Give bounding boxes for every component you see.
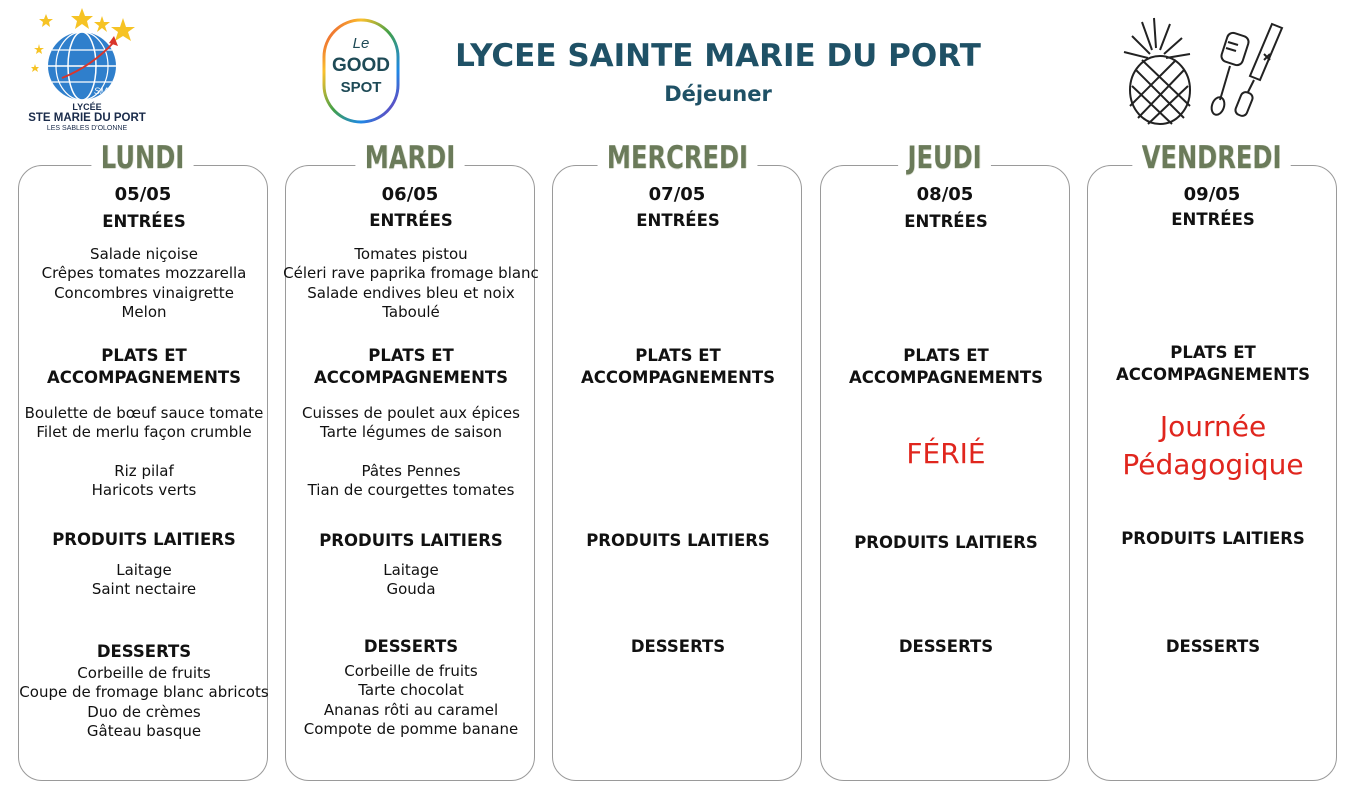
list-item: Filet de merlu façon crumble xyxy=(36,423,252,442)
day-date: 06/05 xyxy=(381,184,439,205)
plats-list xyxy=(266,404,556,443)
list-item: Melon xyxy=(121,303,167,322)
good-spot-spot: SPOT xyxy=(340,79,382,96)
plats-heading-line1: PLATS ET xyxy=(1170,343,1256,362)
desserts-heading: DESSERTS xyxy=(1165,637,1261,656)
pedagogic-day-notice-line1: Journée xyxy=(1159,410,1267,443)
laitiers-heading: PRODUITS LAITIERS xyxy=(854,533,1038,552)
day-column-tuesday xyxy=(283,140,539,781)
desserts-heading: DESSERTS xyxy=(96,642,192,661)
list-item: Tarte légumes de saison xyxy=(320,423,502,442)
plats-heading-line1: PLATS ET xyxy=(635,346,721,365)
good-spot-good: GOOD xyxy=(331,55,391,76)
school-logo-line2: STE MARIE DU PORT xyxy=(28,112,146,124)
list-item: Tomates pistou xyxy=(354,245,468,263)
list-item: Gâteau basque xyxy=(86,722,202,741)
desserts-heading: DESSERTS xyxy=(363,637,459,656)
desserts-list xyxy=(266,662,556,740)
list-item: Gouda xyxy=(386,580,436,599)
day-column-wednesday xyxy=(552,140,802,781)
list-item: Corbeille de fruits xyxy=(344,662,478,680)
plats-heading-line2: ACCOMPAGNEMENTS xyxy=(313,368,509,387)
accompagnements-list xyxy=(266,462,556,501)
plats-heading-line2: ACCOMPAGNEMENTS xyxy=(46,368,242,387)
entrees-heading: ENTRÉES xyxy=(369,211,453,230)
list-item: Laitage xyxy=(116,561,172,579)
list-item: Cuisses de poulet aux épices xyxy=(302,404,520,422)
list-item: Corbeille de fruits xyxy=(77,664,211,682)
list-item: Riz pilaf xyxy=(114,462,174,480)
desserts-heading: DESSERTS xyxy=(630,637,726,656)
laitiers-list xyxy=(0,561,289,600)
day-name: MERCREDI xyxy=(597,140,757,176)
list-item: Haricots verts xyxy=(91,481,197,500)
pedagogic-day-notice-line2: Pédagogique xyxy=(1122,448,1304,481)
plats-heading-line1: PLATS ET xyxy=(101,346,187,365)
list-item: Ananas rôti au caramel xyxy=(323,700,499,719)
school-logo-line1: LYCÉE xyxy=(72,102,102,112)
laitiers-heading: PRODUITS LAITIERS xyxy=(586,531,770,550)
desserts-heading: DESSERTS xyxy=(898,637,994,656)
day-date: 08/05 xyxy=(916,184,974,205)
laitiers-heading: PRODUITS LAITIERS xyxy=(52,530,236,549)
list-item: Pâtes Pennes xyxy=(361,462,461,480)
day-column-monday xyxy=(18,140,269,781)
day-name: MARDI xyxy=(355,140,464,176)
list-item: Compote de pomme banane xyxy=(303,720,519,739)
day-name: LUNDI xyxy=(92,140,194,176)
list-item: Laitage xyxy=(383,561,439,579)
plats-heading-line1: PLATS ET xyxy=(903,346,989,365)
holiday-notice: FÉRIÉ xyxy=(906,437,986,470)
day-date: 05/05 xyxy=(114,184,172,205)
plats-list xyxy=(0,404,289,443)
laitiers-heading: PRODUITS LAITIERS xyxy=(1121,529,1305,548)
entrees-list xyxy=(266,245,556,323)
list-item: Coupe de fromage blanc abricots xyxy=(19,683,269,702)
desserts-list xyxy=(0,664,289,742)
pineapple-utensils-icon xyxy=(1112,14,1294,126)
accompagnements-list xyxy=(0,462,289,501)
entrees-list xyxy=(0,245,289,323)
kitchen-illustration xyxy=(1112,14,1294,126)
plats-heading-line2: ACCOMPAGNEMENTS xyxy=(580,368,776,387)
day-column-friday xyxy=(1087,140,1337,781)
entrees-heading: ENTRÉES xyxy=(102,212,186,231)
entrees-heading: ENTRÉES xyxy=(636,211,720,230)
page-subtitle: Déjeuner xyxy=(664,82,772,106)
list-item: Saint nectaire xyxy=(91,580,197,599)
laitiers-heading: PRODUITS LAITIERS xyxy=(319,531,503,550)
list-item: Duo de crèmes xyxy=(87,702,201,721)
plats-heading-line2: ACCOMPAGNEMENTS xyxy=(848,368,1044,387)
list-item: Tarte chocolat xyxy=(358,681,464,700)
plats-heading-line2: ACCOMPAGNEMENTS xyxy=(1115,365,1311,384)
list-item: Taboulé xyxy=(382,303,440,322)
school-badge-text: SMP xyxy=(94,86,114,96)
list-item: Concombres vinaigrette xyxy=(54,283,234,302)
school-logo-line3: LES SABLES D'OLONNE xyxy=(46,125,128,132)
entrees-heading: ENTRÉES xyxy=(904,212,988,231)
day-name: JEUDI xyxy=(899,140,992,176)
page-title: LYCEE SAINTE MARIE DU PORT xyxy=(455,38,981,74)
laitiers-list xyxy=(266,561,556,600)
entrees-heading: ENTRÉES xyxy=(1171,210,1255,229)
day-date: 09/05 xyxy=(1183,184,1241,205)
day-date: 07/05 xyxy=(648,184,706,205)
plats-heading-line1: PLATS ET xyxy=(368,346,454,365)
list-item: Salade endives bleu et noix xyxy=(307,283,515,302)
list-item: Boulette de bœuf sauce tomate xyxy=(24,404,264,422)
list-item: Céleri rave paprika fromage blanc xyxy=(283,264,539,283)
list-item: Crêpes tomates mozzarella xyxy=(41,264,247,283)
list-item: Salade niçoise xyxy=(90,245,198,263)
list-item: Tian de courgettes tomates xyxy=(307,481,515,500)
good-spot-le: Le xyxy=(352,35,370,52)
day-name: VENDREDI xyxy=(1133,140,1291,176)
day-column-thursday xyxy=(820,140,1070,781)
